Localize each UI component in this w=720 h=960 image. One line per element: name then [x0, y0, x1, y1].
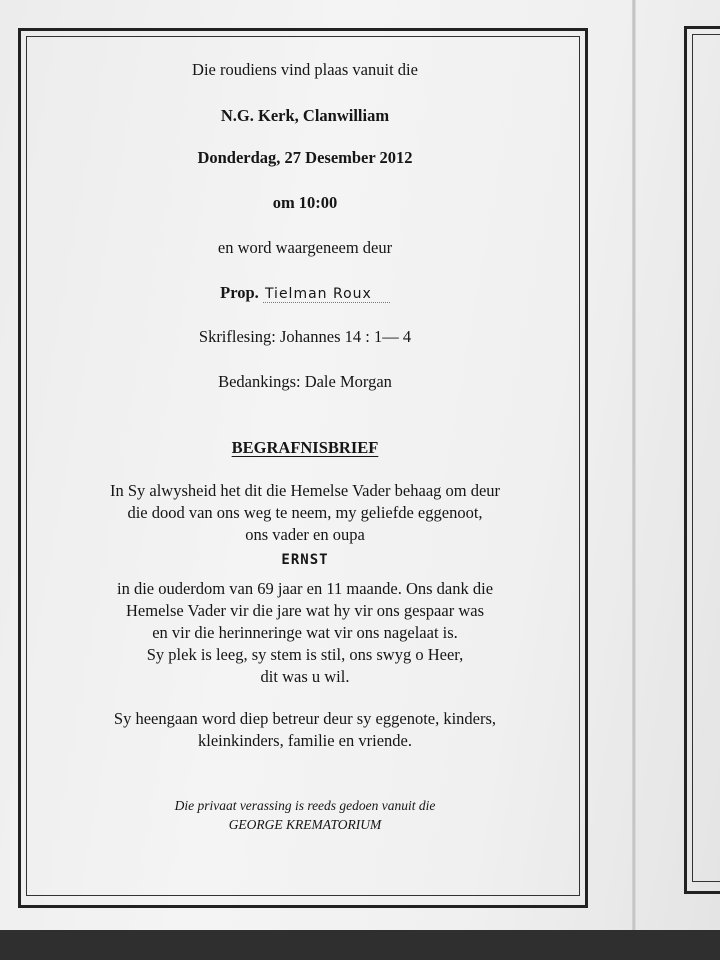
thanks-line: Bedankings: Dale Morgan — [218, 372, 392, 391]
letter-paragraph-1 — [40, 480, 570, 546]
church-name: N.G. Kerk, Clanwilliam — [220, 106, 390, 125]
table-surface — [0, 930, 720, 960]
letter-line: in die ouderdom van 69 jaar en 11 maande. Ons dank die — [116, 579, 494, 598]
letter-line: ons vader en oupa — [245, 525, 365, 544]
letter-paragraph-3 — [40, 708, 570, 752]
service-intro: Die roudiens vind plaas vanuit die — [192, 60, 418, 79]
letter-line: Hemelse Vader vir die jare wat hy vir ons gespaar was — [126, 601, 484, 620]
paper-fold — [632, 0, 636, 932]
letter-line: Sy heengaan word diep betreur deur sy eggenote, kinders, — [113, 709, 497, 728]
letter-line: die dood van ons weg te neem, my geliefde eggenoot, — [127, 503, 483, 522]
service-date: Donderdag, 27 Desember 2012 — [197, 148, 413, 167]
letter-line: Sy plek is leeg, sy stem is stil, ons swyg o Heer, — [146, 645, 464, 664]
scripture-reading: Skriflesing: Johannes 14 : 1— 4 — [198, 327, 412, 346]
next-page-inner-border — [692, 34, 720, 882]
cremation-note — [40, 796, 570, 834]
letter-line: dit was u wil. — [260, 667, 350, 686]
letter-line: In Sy alwysheid het dit die Hemelse Vader behaag om deur — [109, 481, 501, 500]
service-time: om 10:00 — [272, 193, 338, 212]
letter-line: kleinkinders, familie en vriende. — [198, 731, 412, 750]
minister-prefix: Prop. — [220, 283, 259, 302]
deceased-name: ERNST — [281, 552, 329, 568]
cremation-note-line: GEORGE KREMATORIUM — [228, 817, 382, 832]
letter-paragraph-2 — [40, 578, 570, 688]
minister-line — [40, 283, 570, 304]
officiated-by: en word waargeneem deur — [217, 238, 393, 257]
minister-name: Tielman Roux — [263, 286, 390, 303]
program-content — [40, 60, 570, 834]
letter-heading: BEGRAFNISBRIEF — [231, 438, 379, 457]
cremation-note-line: Die privaat verassing is reeds gedoen vanuit die — [174, 798, 436, 813]
letter-line: en vir die herinneringe wat vir ons nagelaat is. — [152, 623, 458, 642]
